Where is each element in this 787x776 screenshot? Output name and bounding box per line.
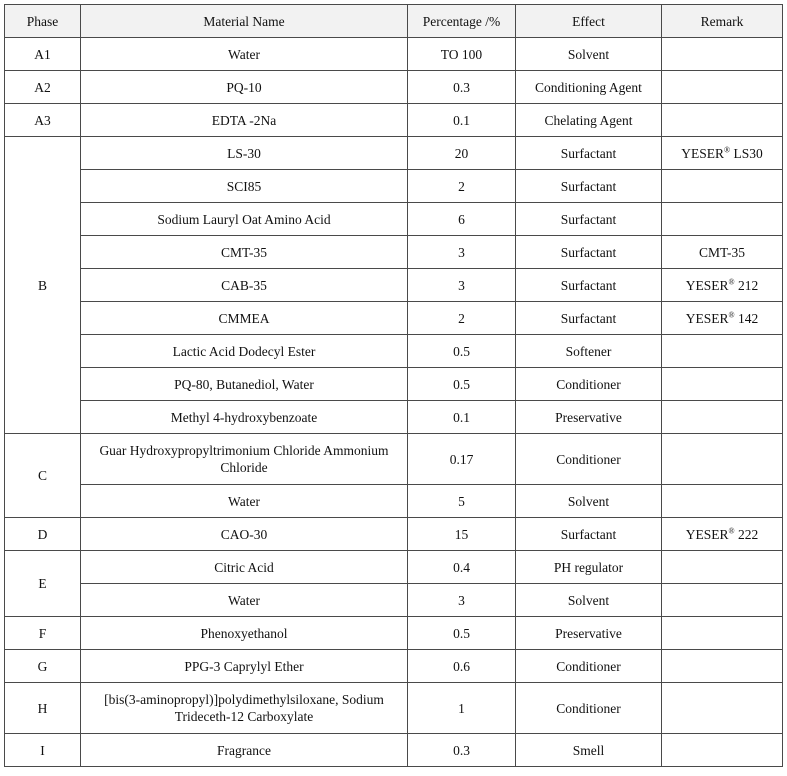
material-name-cell: Phenoxyethanol <box>81 617 408 650</box>
header-percentage: Percentage /% <box>408 5 516 38</box>
remark-cell <box>662 137 783 170</box>
remark-cell <box>662 584 783 617</box>
effect-cell: Preservative <box>516 401 662 434</box>
remark-brand: YESER <box>685 526 729 542</box>
effect-cell: Smell <box>516 734 662 767</box>
header-effect: Effect <box>516 5 662 38</box>
material-name-cell: PQ-80, Butanediol, Water <box>81 368 408 401</box>
remark-cell <box>662 551 783 584</box>
percentage-cell: 15 <box>408 518 516 551</box>
percentage-cell: 0.1 <box>408 401 516 434</box>
effect-cell: Solvent <box>516 485 662 518</box>
table-row <box>5 203 783 236</box>
percentage-cell: 3 <box>408 269 516 302</box>
header-material-name: Material Name <box>81 5 408 38</box>
percentage-cell: 0.5 <box>408 335 516 368</box>
table-row <box>5 368 783 401</box>
percentage-cell: 0.6 <box>408 650 516 683</box>
table-row <box>5 683 783 734</box>
effect-cell: Surfactant <box>516 236 662 269</box>
phase-cell: C <box>5 434 81 518</box>
effect-cell: Conditioner <box>516 650 662 683</box>
table-row <box>5 335 783 368</box>
remark-cell <box>662 734 783 767</box>
remark-cell <box>662 617 783 650</box>
remark-cell <box>662 269 783 302</box>
percentage-cell: 5 <box>408 485 516 518</box>
effect-cell: Conditioning Agent <box>516 71 662 104</box>
phase-cell: H <box>5 683 81 734</box>
material-name-cell: LS-30 <box>81 137 408 170</box>
remark-cell <box>662 71 783 104</box>
table-row <box>5 302 783 335</box>
formulation-table <box>4 4 783 767</box>
effect-cell: Surfactant <box>516 518 662 551</box>
table-row <box>5 401 783 434</box>
phase-cell: A3 <box>5 104 81 137</box>
remark-code: 222 <box>734 526 759 542</box>
effect-cell: Conditioner <box>516 368 662 401</box>
percentage-cell: TO 100 <box>408 38 516 71</box>
remark-code: 142 <box>734 310 759 326</box>
percentage-cell: 0.3 <box>408 734 516 767</box>
material-name-cell: Fragrance <box>81 734 408 767</box>
phase-cell: G <box>5 650 81 683</box>
table-row <box>5 170 783 203</box>
percentage-cell: 3 <box>408 236 516 269</box>
percentage-cell: 0.5 <box>408 368 516 401</box>
table-row <box>5 137 783 170</box>
phase-cell: F <box>5 617 81 650</box>
percentage-cell: 20 <box>408 137 516 170</box>
material-name-cell: [bis(3-aminopropyl)]polydimethylsiloxane, Sodium Trideceth-12 Carboxylate <box>81 683 408 734</box>
table-row <box>5 434 783 485</box>
effect-cell: Conditioner <box>516 434 662 485</box>
effect-cell: Surfactant <box>516 302 662 335</box>
remark-cell <box>662 38 783 71</box>
remark-cell <box>662 650 783 683</box>
remark-brand: YESER <box>685 310 729 326</box>
percentage-cell: 0.17 <box>408 434 516 485</box>
percentage-cell: 1 <box>408 683 516 734</box>
material-name-cell: Citric Acid <box>81 551 408 584</box>
table-row <box>5 650 783 683</box>
percentage-cell: 2 <box>408 302 516 335</box>
remark-cell <box>662 335 783 368</box>
table-body <box>5 38 783 767</box>
registered-mark: ® <box>728 526 735 535</box>
material-name-cell: PQ-10 <box>81 71 408 104</box>
material-name-cell: CMMEA <box>81 302 408 335</box>
material-name-cell: Water <box>81 584 408 617</box>
header-remark: Remark <box>662 5 783 38</box>
table-row <box>5 617 783 650</box>
remark-cell <box>662 518 783 551</box>
table-row <box>5 269 783 302</box>
material-name-cell: Sodium Lauryl Oat Amino Acid <box>81 203 408 236</box>
effect-cell: Surfactant <box>516 203 662 236</box>
remark-cell <box>662 203 783 236</box>
remark-cell <box>662 368 783 401</box>
effect-cell: Chelating Agent <box>516 104 662 137</box>
material-name-cell: SCI85 <box>81 170 408 203</box>
effect-cell: Solvent <box>516 38 662 71</box>
effect-cell: Preservative <box>516 617 662 650</box>
table-row <box>5 734 783 767</box>
effect-cell: Softener <box>516 335 662 368</box>
material-name-cell: CAB-35 <box>81 269 408 302</box>
percentage-cell: 0.1 <box>408 104 516 137</box>
effect-cell: Solvent <box>516 584 662 617</box>
effect-cell: Surfactant <box>516 170 662 203</box>
remark-cell <box>662 434 783 485</box>
registered-mark: ® <box>728 277 735 286</box>
material-name-cell: CMT-35 <box>81 236 408 269</box>
remark-cell <box>662 104 783 137</box>
header-phase: Phase <box>5 5 81 38</box>
table-row <box>5 485 783 518</box>
effect-cell: Surfactant <box>516 137 662 170</box>
remark-cell <box>662 683 783 734</box>
percentage-cell: 2 <box>408 170 516 203</box>
remark-code: LS30 <box>730 145 763 161</box>
remark-brand: YESER <box>681 145 725 161</box>
table-row <box>5 551 783 584</box>
material-name-cell: Lactic Acid Dodecyl Ester <box>81 335 408 368</box>
material-name-cell: EDTA -2Na <box>81 104 408 137</box>
phase-cell: D <box>5 518 81 551</box>
percentage-cell: 0.5 <box>408 617 516 650</box>
table-row <box>5 236 783 269</box>
table-row <box>5 518 783 551</box>
table-row <box>5 71 783 104</box>
percentage-cell: 0.4 <box>408 551 516 584</box>
phase-cell: E <box>5 551 81 617</box>
percentage-cell: 0.3 <box>408 71 516 104</box>
material-name-cell: Guar Hydroxypropyltrimonium Chloride Ammonium Chloride <box>81 434 408 485</box>
material-name-cell: CAO-30 <box>81 518 408 551</box>
table-row <box>5 38 783 71</box>
effect-cell: Conditioner <box>516 683 662 734</box>
remark-brand: YESER <box>685 277 729 293</box>
material-name-cell: Water <box>81 38 408 71</box>
phase-cell: I <box>5 734 81 767</box>
remark-cell: CMT-35 <box>662 236 783 269</box>
remark-cell <box>662 170 783 203</box>
header-row <box>5 5 783 38</box>
percentage-cell: 3 <box>408 584 516 617</box>
material-name-cell: Water <box>81 485 408 518</box>
remark-cell <box>662 401 783 434</box>
phase-cell: A2 <box>5 71 81 104</box>
phase-cell: B <box>5 137 81 434</box>
table-row <box>5 584 783 617</box>
table-header <box>5 5 783 38</box>
effect-cell: Surfactant <box>516 269 662 302</box>
material-name-cell: Methyl 4-hydroxybenzoate <box>81 401 408 434</box>
registered-mark: ® <box>728 310 735 319</box>
registered-mark: ® <box>724 145 731 154</box>
remark-code: 212 <box>734 277 759 293</box>
phase-cell: A1 <box>5 38 81 71</box>
percentage-cell: 6 <box>408 203 516 236</box>
effect-cell: PH regulator <box>516 551 662 584</box>
material-name-cell: PPG-3 Caprylyl Ether <box>81 650 408 683</box>
remark-cell <box>662 485 783 518</box>
table-row <box>5 104 783 137</box>
remark-cell <box>662 302 783 335</box>
